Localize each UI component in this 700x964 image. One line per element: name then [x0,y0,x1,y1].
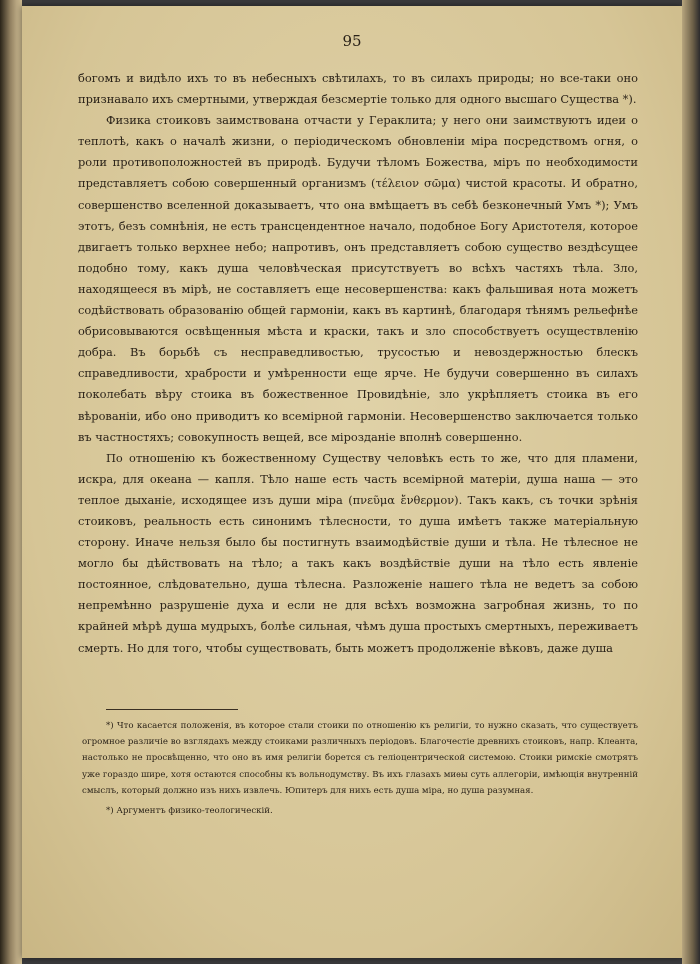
page-number: 95 [342,32,362,50]
paragraph-soul: По отношенію къ божественному Существу человѣкъ есть то же, что для пламени, искра, для океана — капля. Тѣло наше есть часть всемірной матеріи, душа наша — это теплое дыханіе, исходящее изъ души міра (πνεῦμα ἔνθερμον). Такъ какъ, съ точки зрѣнія стоиковъ, реальность есть синонимъ тѣлесности, то душа имѣетъ также матеріальную сторону. Иначе нельзя было бы постигнуть взаимодѣйствіе души и тѣла. Не тѣлесное не могло бы дѣйствовать на тѣло; а такъ какъ воздѣйствіе души на тѣло есть явленіе постоянное, слѣдовательно, душа тѣлесна. Разложеніе нашего тѣла не ведетъ за собою непремѣнно разрушеніе духа и если не для всѣхъ возможна загробная жизнь, то по крайней мѣрѣ душа мудрыхъ, болѣе сильная, чѣмъ душа простыхъ смертныхъ, переживаетъ смерть. Но для того, чтобы существовать, быть можетъ продолженіе вѣковъ, даже душа [78,450,638,655]
footnote-divider [106,709,238,710]
paragraph-physics: Физика стоиковъ заимствована отчасти у Гераклита; у него они заимствуютъ идеи о теплотѣ, какъ о началѣ жизни, о періодическомъ обновленіи міра посредствомъ огня, о роли противоположностей въ природѣ. Будучи тѣломъ Божества, міръ по необходимости представляетъ собою совершенный организмъ (τέλειον σῶμα) чистой красоты. И обратно, совершенство вселенной доказываетъ, что она вмѣщаетъ въ себѣ безконечный Умъ *); Умъ этотъ, безъ сомнѣнія, не есть трансцендентное начало, подобное Богу Аристотеля, которое двигаетъ только верхнее небо; напротивъ, онъ представляетъ собою существо вездѣсущее подобно тому, какъ душа человѣческая присутствуетъ во всѣхъ частяхъ тѣла. Зло, находящееся въ мірѣ, не составляетъ еще несовершенства: какъ фальшивая нота можетъ содѣйствовать образованію общей гармоніи, какъ въ картинѣ, благодаря тѣнямъ рельефнѣе обрисовываются освѣщенныя мѣста и краски, такъ и зло способствуетъ осуществленію добра. Въ борьбѣ съ несправедливостью, трусостью и невоздержностью блескъ справедливости, храбрости и умѣренности еще ярче. Не будучи совершенно въ силахъ поколебать вѣру стоика въ божественное Провидѣніе, зло укрѣпляетъ стоика въ его вѣрованіи, ибо оно приводитъ ко всемірной гармоніи. Несовершенство заключается только въ частностяхъ; совокупность вещей, все мірозданіе вполнѣ совершенно. [78,113,638,444]
footnotes [82,718,638,819]
footnote-argument: *) Аргументъ физико-теологическій. [106,806,273,817]
book-page [22,6,682,958]
main-text [78,68,638,659]
book-edge-right [682,0,700,964]
paragraph-continued: богомъ и видѣло ихъ то въ небесныхъ свѣтилахъ, то въ силахъ природы; но все-таки оно признавало ихъ смертными, утверждая безсмертіе только для одного высшаго Существа *). [78,71,638,107]
footnote-religion: *) Что касается положенія, въ которое стали стоики по отношенію къ религіи, то нужно сказать, что существуетъ огромное различіе во взглядахъ между стоиками различныхъ періодовъ. Благочестіе древнихъ стоиковъ, напр. Клеанта, настолько не просвѣщенно, что оно въ имя религіи борется съ гелiоцентрической системою. Стоики римскіе смотрятъ уже гораздо шире, хотя остаются способны къ вольнодумству. Въ ихъ глазахъ миѳы суть аллегоріи, имѣющія внутренній смыслъ, который должно изъ нихъ извлечь. Юпитеръ для нихъ есть душа міра, но душа разумная. [82,721,638,796]
book-edge-left [0,0,22,964]
